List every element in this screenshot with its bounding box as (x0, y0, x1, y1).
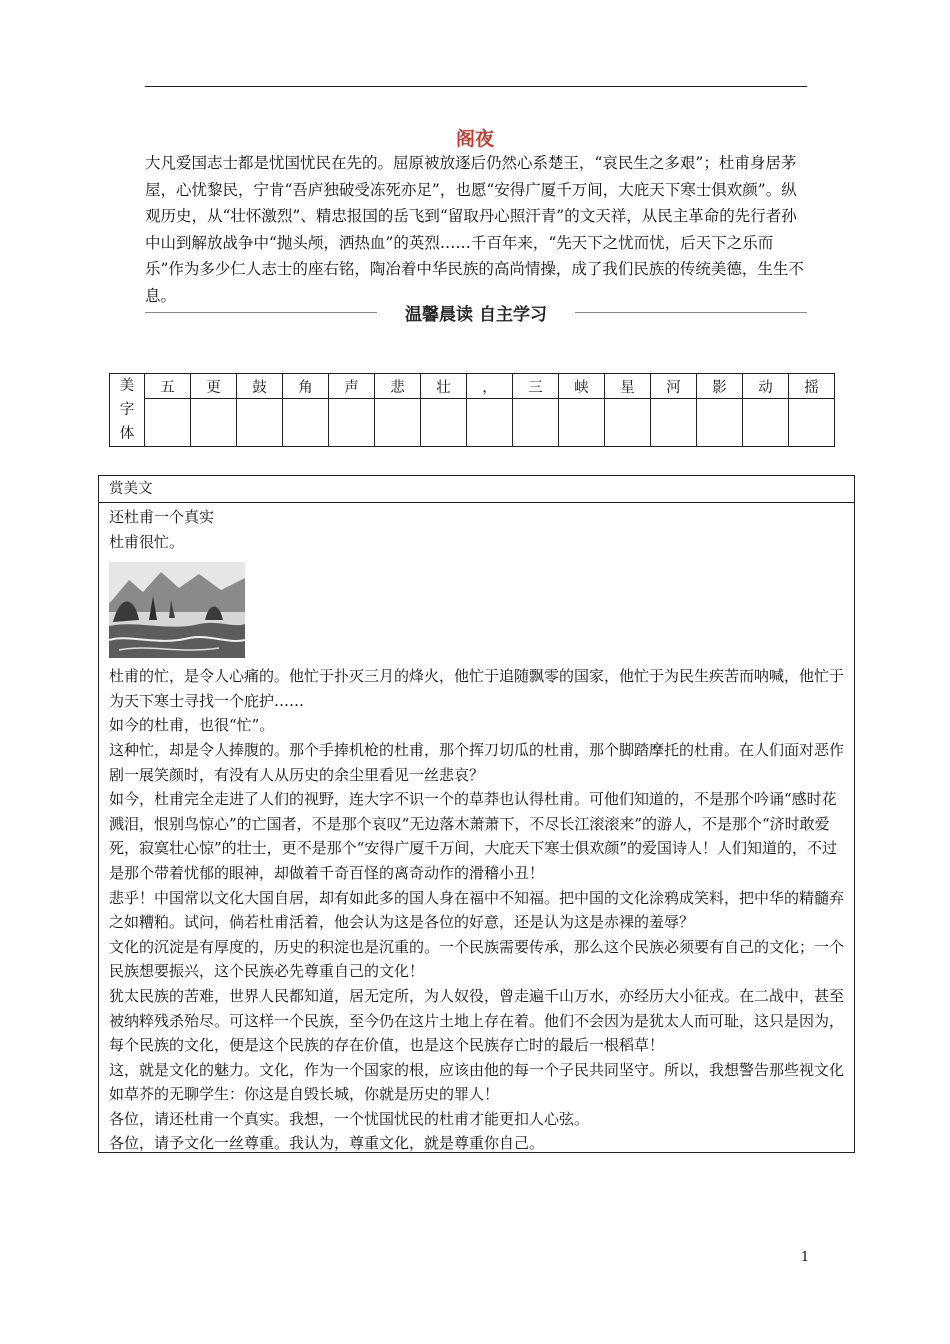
char-cell: 声 (329, 374, 375, 399)
practice-cell (743, 399, 789, 447)
practice-row (110, 399, 835, 422)
essay-section-label: 赏美文 (99, 476, 854, 503)
char-cell: 鼓 (237, 374, 283, 399)
char-cell: 星 (605, 374, 651, 399)
char-cell: 壮 (421, 374, 467, 399)
char-cell: ， (467, 374, 513, 399)
essay-paragraph: 如今，杜甫完全走进了人们的视野，连大字不识一个的草莽也认得杜甫。可他们知道的，不是那个吟诵“感时花溅泪，恨别鸟惊心”的亡国者，不是那个哀叹“无边落木萧萧下，不尽长江滚滚来”的游人，不是那个“济时敢爱死，寂寞壮心惊”的壮士，更不是那个“安得广厦千万间，大庇天下寒士俱欢颜”的爱国诗人！人们知道的，不过是那个带着忧郁的眼神，却做着千奇百怪的离奇动作的滑稽小丑！ (109, 790, 838, 882)
char-row (110, 374, 835, 399)
page-title: 阁夜 (455, 128, 494, 150)
header-rule (145, 86, 807, 87)
practice-cell (697, 399, 743, 447)
char-cell: 河 (651, 374, 697, 399)
essay-paragraph: 犹太民族的苦难，世界人民都知道，居无定所，为人奴役，曾走遍千山万水，亦经历大小征戎。在二战中，甚至被纳粹残杀殆尽。可这样一个民族，至今仍在这片土地上存在着。他们不会因为是犹太人而可耻，这只是因为，每个民族的文化，便是这个民族的存在价值，也是这个民族存亡时的最后一根稻草！ (109, 986, 845, 1055)
section-banner (145, 300, 807, 326)
essay-paragraph: 这种忙，却是令人捧腹的。那个手捧机枪的杜甫，那个挥刀切瓜的杜甫，那个脚踏摩托的杜甫。在人们面对恶作剧一展笑颜时，有没有人从历史的余尘里看见一丝悲哀？ (109, 740, 845, 784)
banner-line-right (575, 312, 807, 313)
practice-cell (421, 399, 467, 447)
essay-paragraph: 各位，请还杜甫一个真实。我想，一个忧国忧民的杜甫才能更扣人心弦。 (109, 1109, 590, 1128)
char-cell: 影 (697, 374, 743, 399)
char-cell: 五 (145, 374, 191, 399)
practice-cell (605, 399, 651, 447)
table-label-text: 美字体 (119, 378, 135, 442)
char-cell: 摇 (789, 374, 835, 399)
practice-cell (513, 399, 559, 447)
char-cell: 悲 (375, 374, 421, 399)
essay-paragraphs (109, 664, 846, 1156)
page-number: 1 (800, 1250, 810, 1265)
intro-text: 大凡爱国志士都是忧国忧民在先的。屈原被放逐后仍然心系楚王，“哀民生之多艰”；杜甫身居茅屋，心忧黎民，宁肯“吾庐独破受冻死亦足”，也愿“安得广厦千万间，大庇天下寒士俱欢颜”。纵观历史，从“壮怀激烈”、精忠报国的岳飞到“留取丹心照汗青”的文天祥，从民主革命的先行者孙中山到解放战争中“抛头颅，洒热血”的英烈……千百年来，“先天下之忧而忧，后天下之乐而乐”作为多少仁人志士的座右铭，陶冶着中华民族的高尚情操，成了我们民族的传统美德，生生不息。 (145, 154, 804, 305)
essay-box (98, 475, 855, 1153)
char-cell: 峡 (559, 374, 605, 399)
essay-title: 还杜甫一个真实 (109, 508, 215, 526)
char-cell: 动 (743, 374, 789, 399)
essay-paragraph: 杜甫很忙。 (109, 532, 185, 551)
practice-cell (375, 399, 421, 447)
practice-cell (329, 399, 375, 447)
char-cell: 更 (191, 374, 237, 399)
essay-paragraph: 杜甫的忙，是令人心痛的。他忙于扑灭三月的烽火，他忙于追随飘零的国家，他忙于为民生疾苦而呐喊，他忙于为天下寒士寻找一个庇护…… (109, 667, 845, 710)
practice-cell (789, 399, 835, 447)
landscape-painting-image (109, 562, 245, 658)
table-label (110, 374, 145, 447)
essay-paragraph: 如今的杜甫，也很“忙”。 (109, 716, 275, 735)
practice-cell (559, 399, 605, 447)
practice-cell (145, 399, 191, 447)
essay-paragraph: 这，就是文化的魅力。文化，作为一个国家的根，应该由他的每一个子民共同坚守。所以，我想警告那些视文化如草芥的无聊学生：你这是自毁长城，你就是历史的罪人！ (109, 1060, 845, 1104)
practice-cell (651, 399, 697, 447)
intro-paragraph (145, 150, 807, 309)
practice-cell (191, 399, 237, 447)
essay-paragraph: 悲乎！中国常以文化大国自居，却有如此多的国人身在福中不知福。把中国的文化涂鸦成笑料，把中华的精髓弃之如糟粕。试问，倘若杜甫活着，他会认为这是各位的好意，还是认为这是赤裸的羞辱？ (109, 888, 845, 932)
calligraphy-table (109, 373, 835, 447)
practice-cell (237, 399, 283, 447)
essay-paragraph: 文化的沉淀是有厚度的，历史的积淀也是沉重的。一个民族需要传承，那么这个民族必须要有自己的文化；一个民族想要振兴，这个民族必先尊重自己的文化！ (109, 937, 845, 981)
practice-cell (283, 399, 329, 447)
banner-text: 温馨晨读 自主学习 (405, 305, 547, 325)
essay-paragraph: 各位，请予文化一丝尊重。我认为，尊重文化，就是尊重你自己。 (109, 1134, 545, 1153)
char-cell: 三 (513, 374, 559, 399)
essay-body (99, 503, 854, 1156)
char-cell: 角 (283, 374, 329, 399)
practice-cell (467, 399, 513, 447)
